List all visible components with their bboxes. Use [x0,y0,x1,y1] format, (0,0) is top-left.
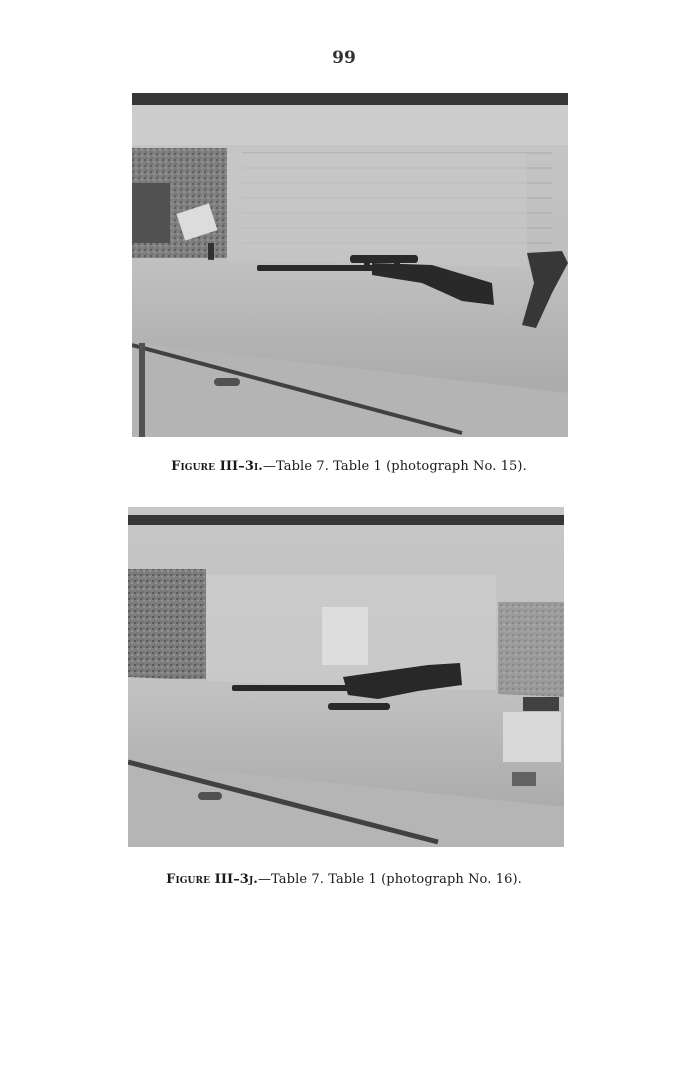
figure-label: Figure III–3i. [171,459,263,474]
page-number: 99 [332,48,356,68]
photograph-rifle-on-table-16 [128,507,564,847]
figure-caption-3i [0,459,688,474]
figure-caption-3j [0,872,688,887]
figure-text: —Table 7. Table 1 (photograph No. 16). [257,872,522,887]
figure-text: —Table 7. Table 1 (photograph No. 15). [262,459,527,474]
figure-label: Figure III–3j. [166,872,258,887]
photograph-image [128,507,564,847]
photograph-rifle-on-table-15 [132,93,568,437]
photograph-image [132,93,568,437]
